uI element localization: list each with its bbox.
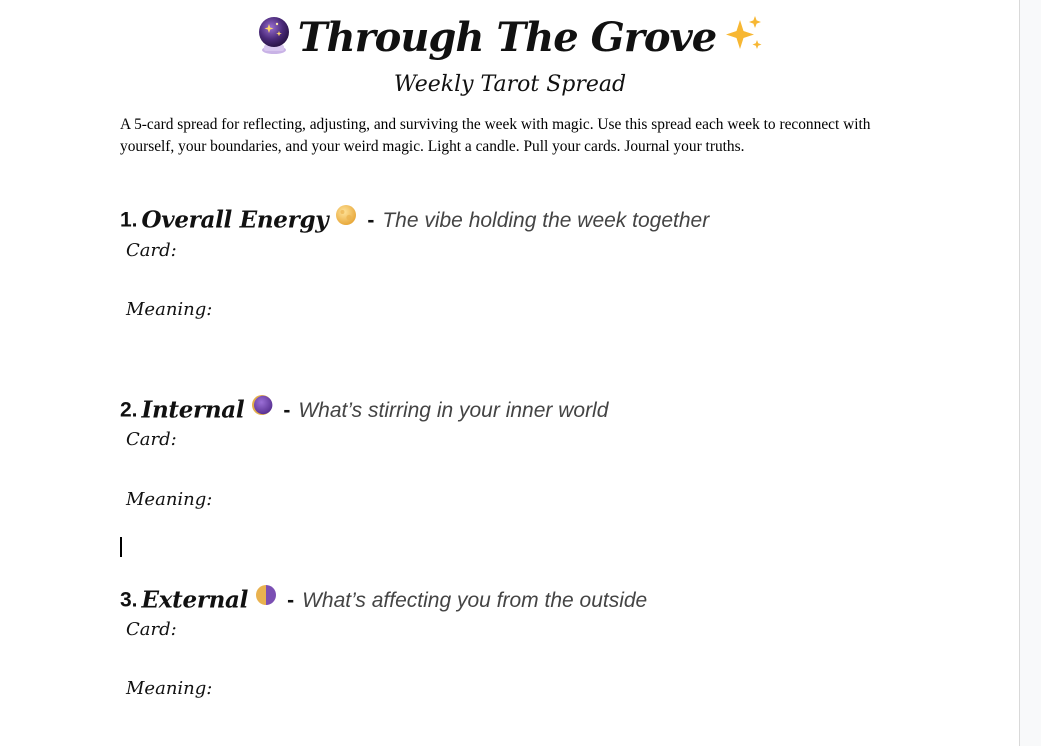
section-description: What’s stirring in your inner world xyxy=(298,398,609,422)
card-label: Card: xyxy=(126,429,177,450)
section-heading-overall-energy xyxy=(120,204,709,234)
title-text: Through The Grove xyxy=(297,14,717,61)
section-description: The vibe holding the week together xyxy=(382,208,710,232)
section-dash: - xyxy=(287,588,295,612)
section-number: 2. xyxy=(120,398,138,422)
meaning-label: Meaning: xyxy=(126,489,213,510)
sparkles-icon xyxy=(720,14,766,61)
section-dash: - xyxy=(367,208,375,232)
section-dash: - xyxy=(283,398,291,422)
editor-gutter xyxy=(1020,0,1041,746)
section-name: External xyxy=(141,586,249,614)
section-description: What’s affecting you from the outside xyxy=(302,588,648,612)
text-cursor xyxy=(120,537,122,557)
crystal-ball-icon xyxy=(254,15,294,60)
document-title xyxy=(0,14,1020,61)
half-moon-icon xyxy=(255,584,277,617)
card-label: Card: xyxy=(126,240,177,261)
full-moon-icon xyxy=(335,204,357,237)
intro-paragraph: A 5-card spread for reflecting, adjusting, and surviving the week with magic. Use this spread each week to reconnect with yourself, your boundaries, and your weird magic. Light a candle. Pull your cards. Journal your truths. xyxy=(120,116,871,155)
document-subtitle: Weekly Tarot Spread xyxy=(393,72,627,97)
section-name: Overall Energy xyxy=(141,206,329,234)
meaning-label: Meaning: xyxy=(126,678,213,699)
new-moon-icon xyxy=(251,394,273,427)
section-number: 3. xyxy=(120,588,138,612)
section-name: Internal xyxy=(141,396,245,424)
section-heading-external xyxy=(120,584,647,614)
meaning-label: Meaning: xyxy=(126,299,213,320)
card-label: Card: xyxy=(126,619,177,640)
section-heading-internal xyxy=(120,394,608,424)
section-number: 1. xyxy=(120,208,138,232)
